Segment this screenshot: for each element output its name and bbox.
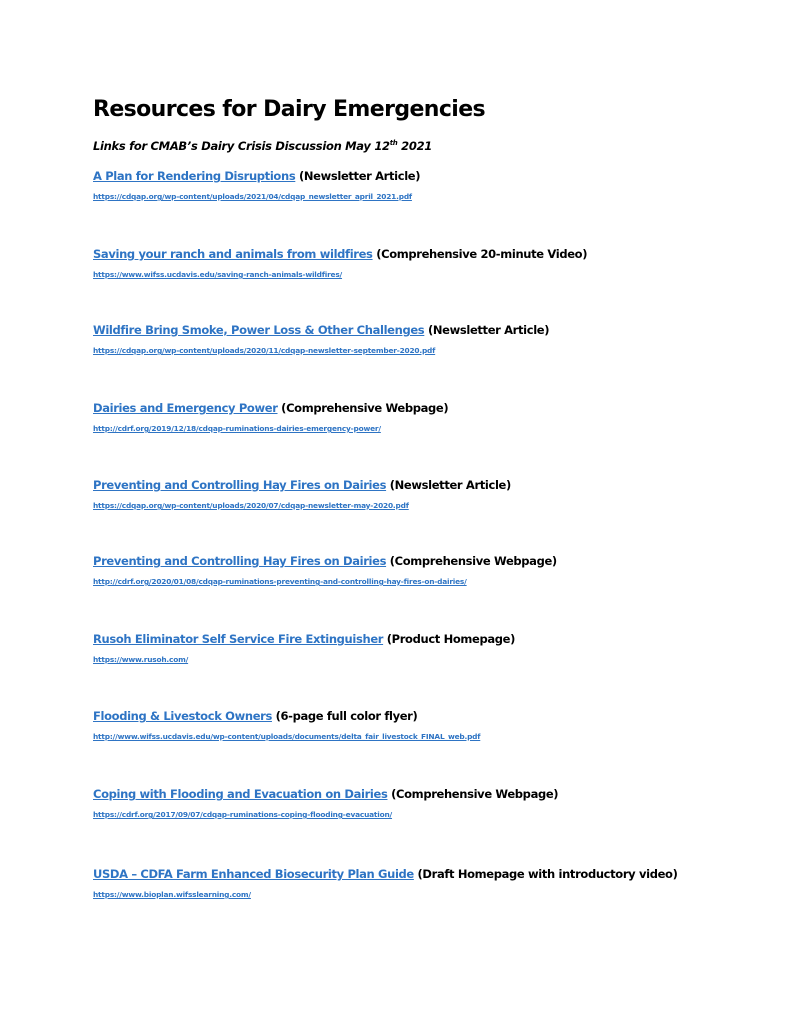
page-title: Resources for Dairy Emergencies (93, 97, 486, 122)
resource-url[interactable]: https://www.bioplan.wifsslearning.com/ (93, 890, 251, 899)
resource-type: (Comprehensive Webpage) (386, 554, 557, 568)
resource-heading (93, 400, 783, 416)
resource-heading (93, 322, 783, 338)
resource-item (93, 477, 783, 511)
resource-type: (Newsletter Article) (424, 323, 550, 337)
resource-item (93, 866, 783, 900)
resource-item (93, 631, 783, 665)
resource-link[interactable]: Preventing and Controlling Hay Fires on Dairies (93, 554, 387, 568)
resource-link[interactable]: Flooding & Livestock Owners (93, 709, 272, 723)
resource-type: (Product Homepage) (383, 632, 516, 646)
resource-url[interactable]: http://www.wifss.ucdavis.edu/wp-content/uploads/documents/delta_fair_livestock_FINAL_web.pdf (93, 732, 481, 741)
page-subtitle (93, 138, 773, 154)
resource-link[interactable]: Coping with Flooding and Evacuation on Dairies (93, 787, 388, 801)
resource-type: (6-page full color flyer) (271, 709, 418, 723)
resource-item (93, 786, 783, 820)
resource-link[interactable]: Rusoh Eliminator Self Service Fire Extinguisher (93, 632, 384, 646)
resource-type: (Comprehensive Webpage) (387, 787, 559, 801)
resource-heading (93, 246, 783, 262)
resource-url[interactable]: https://www.wifss.ucdavis.edu/saving-ranch-animals-wildfires/ (93, 270, 343, 279)
resource-url[interactable]: http://cdrf.org/2020/01/08/cdqap-ruminations-preventing-and-controlling-hay-fires-on-dairies/ (93, 577, 467, 586)
resource-item (93, 322, 783, 356)
resource-url[interactable]: https://cdrf.org/2017/09/07/cdqap-ruminations-coping-flooding-evacuation/ (93, 810, 393, 819)
resource-type: (Newsletter Article) (386, 478, 511, 492)
resource-url[interactable]: https://cdqap.org/wp-content/uploads/2020/07/cdqap-newsletter-may-2020.pdf (93, 501, 409, 510)
resource-item (93, 246, 783, 280)
resource-heading (93, 786, 783, 802)
document-page (93, 92, 773, 154)
resource-link[interactable]: Preventing and Controlling Hay Fires on Dairies (93, 478, 387, 492)
resource-url[interactable]: https://cdqap.org/wp-content/uploads/2021/04/cdqap_newsletter_april_2021.pdf (93, 192, 412, 201)
resource-heading (93, 866, 783, 882)
resource-heading (93, 477, 783, 493)
subtitle-year: 2021 (397, 139, 432, 153)
resource-heading (93, 553, 783, 569)
subtitle-text: Links for CMAB’s Dairy Crisis Discussion May 12 (93, 139, 390, 153)
resource-type: (Newsletter Article) (295, 169, 421, 183)
resource-type: (Comprehensive Webpage) (277, 401, 449, 415)
resource-url[interactable]: https://cdqap.org/wp-content/uploads/2020/11/cdqap-newsletter-september-2020.pdf (93, 346, 436, 355)
resource-heading (93, 708, 783, 724)
resource-link[interactable]: Dairies and Emergency Power (93, 401, 278, 415)
resource-heading (93, 631, 783, 647)
subtitle-superscript: th (389, 139, 398, 148)
resource-url[interactable]: https://www.rusoh.com/ (93, 655, 189, 664)
resource-link[interactable]: A Plan for Rendering Disruptions (93, 169, 296, 183)
resource-heading (93, 168, 783, 184)
resource-type: (Comprehensive 20-minute Video) (372, 247, 588, 261)
resource-item (93, 708, 783, 742)
resource-type: (Draft Homepage with introductory video) (413, 867, 678, 881)
resource-link[interactable]: Saving your ranch and animals from wildfires (93, 247, 373, 261)
resource-item (93, 400, 783, 434)
resource-link[interactable]: USDA – CDFA Farm Enhanced Biosecurity Plan Guide (93, 867, 414, 881)
resource-item (93, 168, 783, 202)
resource-url[interactable]: http://cdrf.org/2019/12/18/cdqap-ruminations-dairies-emergency-power/ (93, 424, 381, 433)
resource-link[interactable]: Wildfire Bring Smoke, Power Loss & Other Challenges (93, 323, 425, 337)
resource-item (93, 553, 783, 587)
